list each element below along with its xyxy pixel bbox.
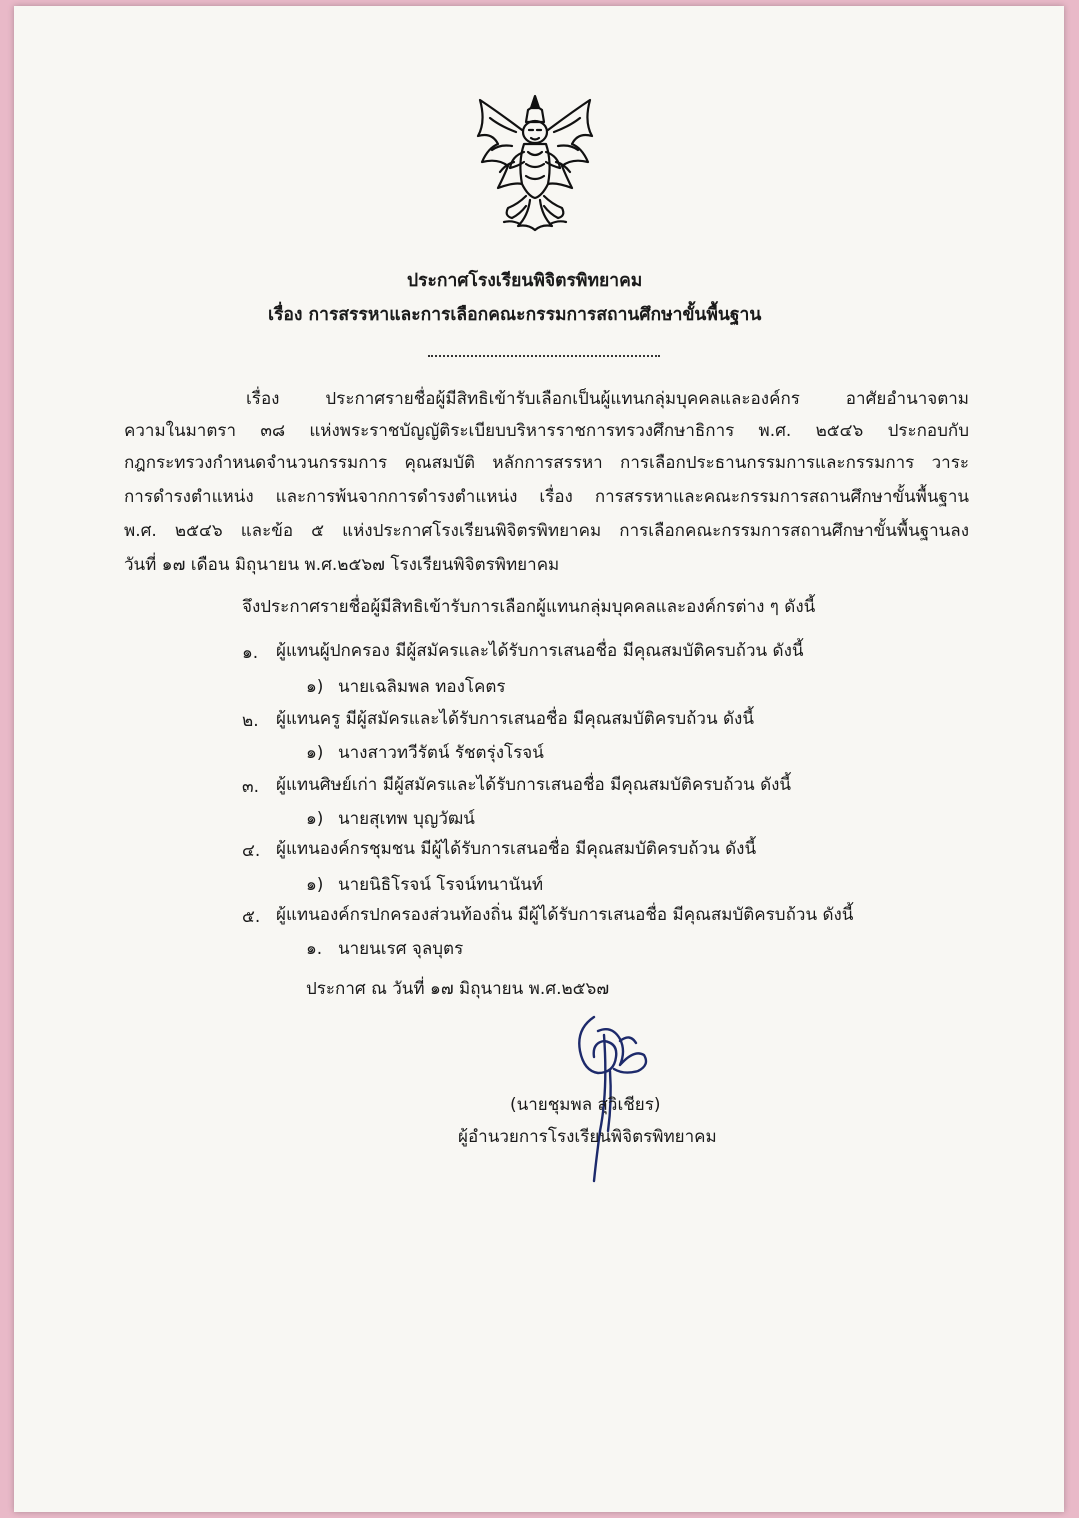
body-paragraph-line: วันที่ ๑๗ เดือน มิถุนายน พ.ศ.๒๕๖๗ โรงเรียนพิจิตรพิทยาคม [124, 555, 560, 575]
garuda-emblem-icon [468, 92, 602, 240]
list-subitem-number: ๑) [306, 875, 324, 895]
divider [428, 355, 660, 357]
body-paragraph-line: กฎกระทรวงกำหนดจำนวนกรรมการ คุณสมบัติ หลักการสรรหา การเลือกประธานกรรมการและกรรมการ วาระ [124, 453, 969, 473]
body-paragraph-line: การดำรงตำแหน่ง และการพ้นจากการดำรงตำแหน่ง เรื่อง การสรรหาและคณะกรรมการสถานศึกษาขั้นพื้นฐาน [124, 487, 969, 507]
body-paragraph-line: ความในมาตรา ๓๘ แห่งพระราชบัญญัติระเบียบบริหารราชการทรวงศึกษาธิการ พ.ศ. ๒๕๔๖ ประกอบกับ [124, 421, 969, 441]
nominee-name: นายนิธิโรจน์ โรจน์ทนานันท์ [338, 875, 544, 895]
nominee-name: นายนเรศ จุลบุตร [338, 939, 464, 959]
body-paragraph-line: พ.ศ. ๒๕๔๖ และข้อ ๕ แห่งประกาศโรงเรียนพิจิตรพิทยาคม การเลือกคณะกรรมการสถานศึกษาขั้นพื้นฐานลง [124, 521, 969, 541]
announcement-title: ประกาศโรงเรียนพิจิตรพิทยาคม [407, 271, 643, 291]
document-page [14, 6, 1064, 1512]
nominee-name: นายเฉลิมพล ทองโคตร [338, 677, 506, 697]
list-item: ผู้แทนองค์กรชุมชน มีผู้ได้รับการเสนอชื่อ มีคุณสมบัติครบถ้วน ดังนี้ [276, 839, 757, 859]
list-item-number: ๑. [242, 643, 259, 663]
list-item-number: ๓. [242, 777, 260, 797]
list-item-number: ๒. [242, 711, 259, 731]
list-item: ผู้แทนองค์กรปกครองส่วนท้องถิ่น มีผู้ได้รับการเสนอชื่อ มีคุณสมบัติครบถ้วน ดังนี้ [276, 905, 854, 925]
intro-line: จึงประกาศรายชื่อผู้มีสิทธิเข้ารับการเลือกผู้แทนกลุ่มบุคคลและองค์กรต่าง ๆ ดังนี้ [242, 597, 816, 617]
list-item: ผู้แทนศิษย์เก่า มีผู้สมัครและได้รับการเสนอชื่อ มีคุณสมบัติครบถ้วน ดังนี้ [276, 775, 792, 795]
body-paragraph-line: เรื่อง ประกาศรายชื่อผู้มีสิทธิเข้ารับเลือกเป็นผู้แทนกลุ่มบุคคลและองค์กร อาศัยอำนาจตาม [246, 389, 969, 409]
list-subitem-number: ๑) [306, 743, 324, 763]
list-item: ผู้แทนครู มีผู้สมัครและได้รับการเสนอชื่อ มีคุณสมบัติครบถ้วน ดังนี้ [276, 709, 754, 729]
nominee-name: นายสุเทพ บุญวัฒน์ [338, 809, 475, 829]
list-subitem-number: ๑. [306, 939, 323, 959]
list-subitem-number: ๑) [306, 677, 324, 697]
announcement-subject: เรื่อง การสรรหาและการเลือกคณะกรรมการสถานศึกษาขั้นพื้นฐาน [268, 305, 762, 325]
nominee-name: นางสาวทวีรัตน์ รัชตรุ่งโรจน์ [338, 743, 544, 763]
list-item-number: ๕. [242, 907, 261, 927]
announce-date: ประกาศ ณ วันที่ ๑๗ มิถุนายน พ.ศ.๒๕๖๗ [306, 979, 610, 999]
list-item-number: ๔. [242, 841, 261, 861]
signer-name: (นายชุมพล สุวิเชียร) [510, 1095, 661, 1115]
signer-position: ผู้อำนวยการโรงเรียนพิจิตรพิทยาคม [458, 1127, 717, 1147]
list-subitem-number: ๑) [306, 809, 324, 829]
list-item: ผู้แทนผู้ปกครอง มีผู้สมัครและได้รับการเสนอชื่อ มีคุณสมบัติครบถ้วน ดังนี้ [276, 641, 804, 661]
